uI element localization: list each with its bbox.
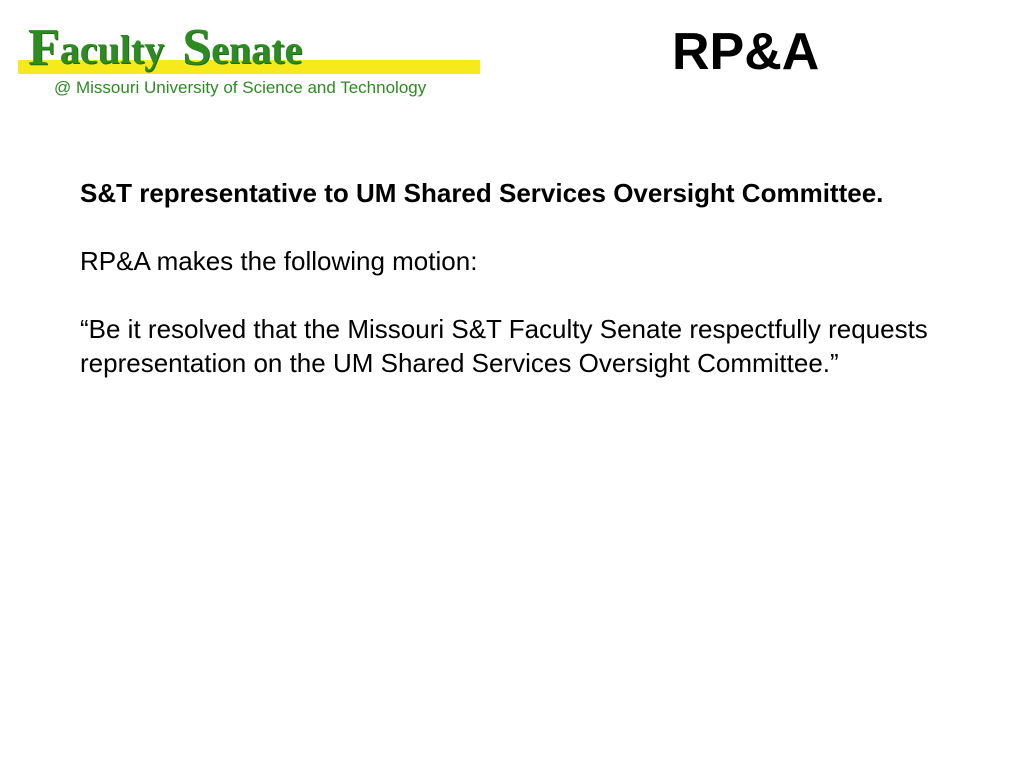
logo-subtitle: @ Missouri University of Science and Technology <box>54 78 427 97</box>
slide-heading: S&T representative to UM Shared Services Oversight Committee. <box>80 178 884 208</box>
logo-title-rest-enate: enate <box>211 27 303 72</box>
paragraph-spacer <box>80 278 940 312</box>
resolution-text: “Be it resolved that the Missouri S&T Faculty Senate respectfully requests representation on the UM Shared Services Oversight Committee.” <box>80 314 928 378</box>
logo-title-initial-s: S <box>182 19 212 76</box>
slide-title: RP&A <box>672 23 820 81</box>
faculty-senate-logo <box>18 18 480 104</box>
logo-title-rest-aculty: aculty <box>59 27 165 72</box>
motion-intro: RP&A makes the following motion: <box>80 246 478 276</box>
paragraph-spacer <box>80 210 940 244</box>
logo-title <box>28 18 302 74</box>
logo-title-initial-f: F <box>28 19 60 76</box>
slide-body <box>80 176 940 380</box>
